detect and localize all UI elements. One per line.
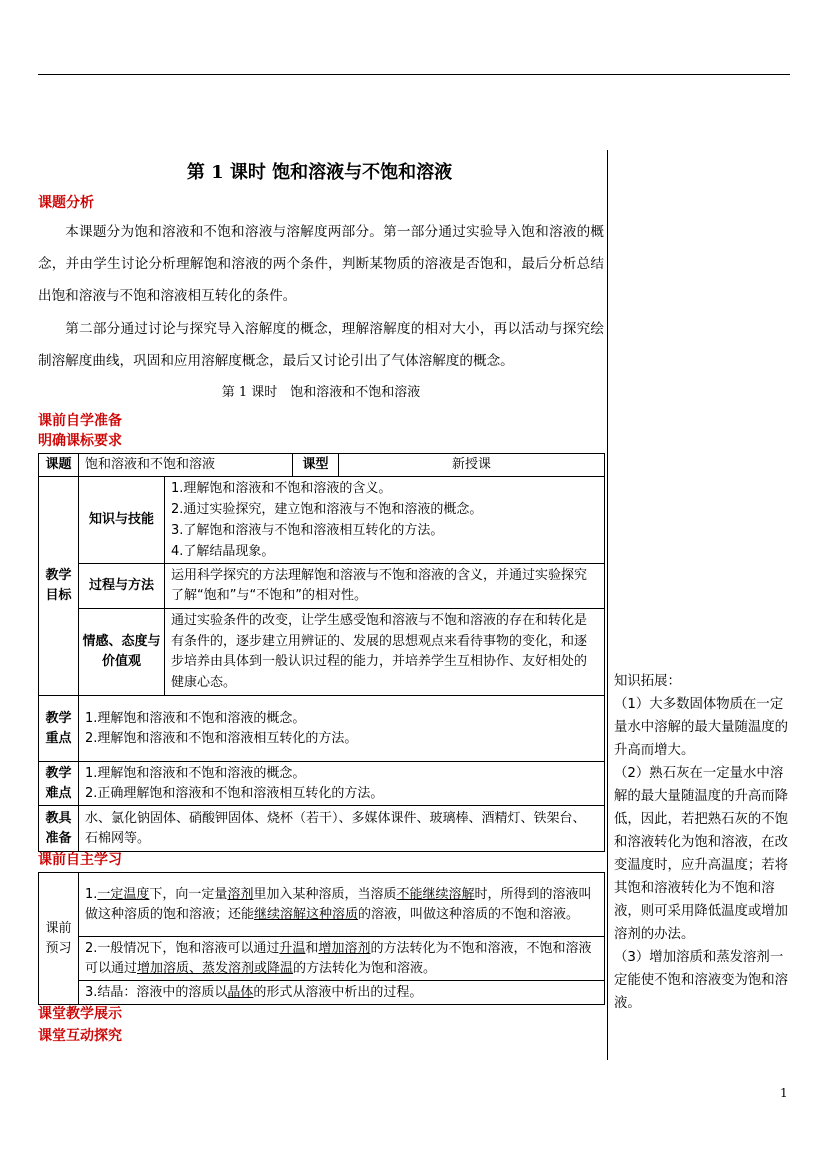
margin-divider xyxy=(607,150,608,1060)
section-heading-self-study: 课前自主学习 xyxy=(38,852,122,868)
sidebar-note-1: （1）大多数固体物质在一定量水中溶解的最大量随温度的升高而增大。 xyxy=(614,697,789,758)
preview-table xyxy=(38,872,605,1005)
goals-label: 教学目标 xyxy=(39,477,79,696)
page-title: 第 1 课时 饱和溶液与不饱和溶液 xyxy=(186,162,453,183)
preview-item-3: 3.结晶：溶液中的溶质以晶体的形式从溶液中析出的过程。 xyxy=(79,981,605,1005)
topic-label: 课题 xyxy=(39,454,79,477)
knowledge-cell xyxy=(165,477,605,564)
lesson-plan-table xyxy=(38,453,605,852)
knowledge-label: 知识与技能 xyxy=(79,477,165,564)
difficulty-item: 1.理解饱和溶液和不饱和溶液的概念。 xyxy=(85,765,306,781)
tools-text: 水、氯化钠固体、硝酸钾固体、烧杯（若干）、多媒体课件、玻璃棒、酒精灯、铁架台、石棉网等。 xyxy=(79,806,605,852)
header-rule xyxy=(38,74,790,75)
section-heading-interactive: 课堂互动探究 xyxy=(38,1028,122,1044)
analysis-paragraph-1: 本课题分为饱和溶液和不饱和溶液与溶解度两部分。第一部分通过实验导入饱和溶液的概念，并由学生讨论分析理解饱和溶液的两个条件，判断某物质的溶液是否饱和，最后分析总结出饱和溶液与不饱和溶液相互转化的条件。 xyxy=(38,224,604,304)
emotion-label: 情感、态度与价值观 xyxy=(79,609,165,696)
emotion-text: 通过实验条件的改变，让学生感受饱和溶液与不饱和溶液的存在和转化是有条件的，逐步建立用辨证的、发展的思想观点来看待事物的变化，和逐步培养由具体到一般认识过程的能力，并培养学生互相协作、友好相处的健康心态。 xyxy=(165,609,605,696)
knowledge-item: 1.理解饱和溶液和不饱和溶液的含义。 xyxy=(171,481,392,496)
section-heading-standards: 明确课标要求 xyxy=(38,433,122,449)
difficulty-cell xyxy=(79,762,605,806)
sidebar-note-3: （3）增加溶质和蒸发溶剂一定能使不饱和溶液变为饱和溶液。 xyxy=(614,950,789,1011)
lesson-subtitle: 第 1 课时 饱和溶液和不饱和溶液 xyxy=(221,385,421,400)
key-point-item: 1.理解饱和溶液和不饱和溶液的概念。 xyxy=(85,710,306,726)
knowledge-item: 2.通过实验探究，建立饱和溶液与不饱和溶液的概念。 xyxy=(171,502,483,517)
preview-label: 课前预习 xyxy=(39,873,79,1005)
type-label: 课型 xyxy=(293,454,339,477)
section-heading-classroom: 课堂教学展示 xyxy=(38,1006,122,1022)
sidebar-notes xyxy=(614,670,790,1015)
difficulty-label: 教学难点 xyxy=(39,762,79,806)
analysis-paragraph-2: 第二部分通过讨论与探究导入溶解度的概念，理解溶解度的相对大小，再以活动与探究绘制溶解度曲线，巩固和应用溶解度概念，最后又讨论引出了气体溶解度的概念。 xyxy=(38,321,604,369)
sidebar-note-2: （2）熟石灰在一定量水中溶解的最大量随温度的升高而降低，因此，若把熟石灰的不饱和溶液转化为饱和溶液，在改变温度时，应升高温度；若将其饱和溶液转化为不饱和溶液，则可采用降低温度或增加溶剂的办法。 xyxy=(614,766,789,942)
knowledge-item: 4.了解结晶现象。 xyxy=(171,544,275,559)
page-number: 1 xyxy=(780,1086,788,1100)
key-points-cell xyxy=(79,696,605,762)
sidebar-heading: 知识拓展： xyxy=(614,674,681,689)
type-value: 新授课 xyxy=(339,454,605,477)
tools-label: 教具准备 xyxy=(39,806,79,852)
preview-item-2: 2.一般情况下，饱和溶液可以通过升温和增加溶剂的方法转化为不饱和溶液，不饱和溶液可以通过增加溶质、蒸发溶剂或降温的方法转化为饱和溶液。 xyxy=(79,937,605,981)
difficulty-item: 2.正确理解饱和溶液和不饱和溶液相互转化的方法。 xyxy=(85,785,384,801)
section-heading-prep: 课前自学准备 xyxy=(38,413,122,429)
key-point-item: 2.理解饱和溶液和不饱和溶液相互转化的方法。 xyxy=(85,730,358,746)
preview-item-1: 1.一定温度下，向一定量溶剂里加入某种溶质，当溶质不能继续溶解时，所得到的溶液叫做这种溶质的饱和溶液；还能继续溶解这种溶质的溶液，叫做这种溶质的不饱和溶液。 xyxy=(79,873,605,937)
process-text: 运用科学探究的方法理解饱和溶液与不饱和溶液的含义，并通过实验探究了解“饱和”与“不饱和”的相对性。 xyxy=(165,564,605,609)
knowledge-item: 3.了解饱和溶液与不饱和溶液相互转化的方法。 xyxy=(171,523,444,538)
process-label: 过程与方法 xyxy=(79,564,165,609)
section-heading-analysis: 课题分析 xyxy=(38,195,94,211)
topic-value: 饱和溶液和不饱和溶液 xyxy=(79,454,293,477)
key-points-label: 教学重点 xyxy=(39,696,79,762)
